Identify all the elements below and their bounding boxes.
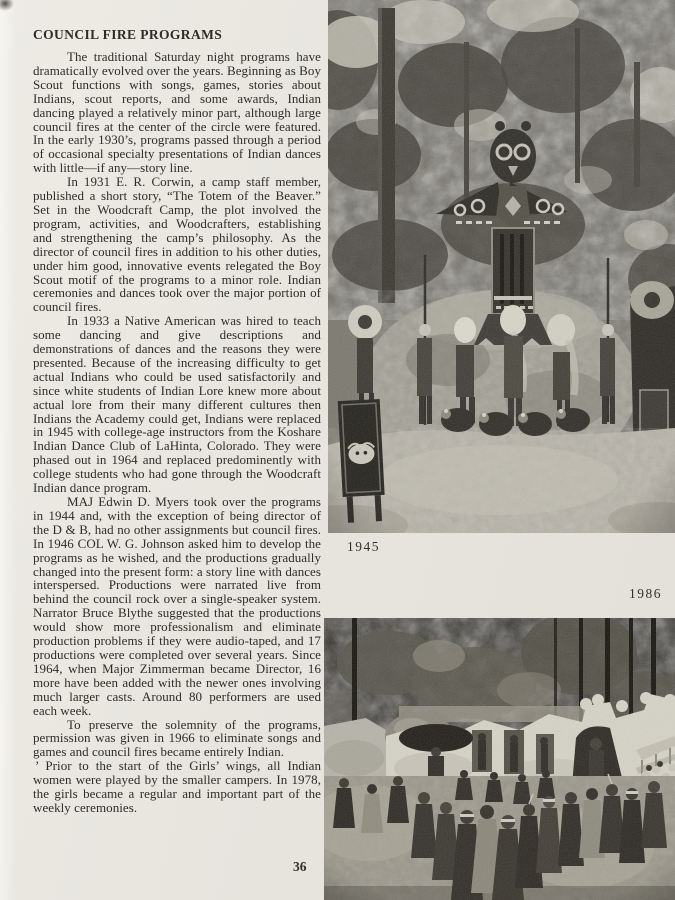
page-number: 36 <box>293 859 307 874</box>
photo-1945-art <box>328 0 675 533</box>
scan-smudge <box>0 0 14 11</box>
photo-1986-art <box>324 618 675 900</box>
photo-1945-council-fire <box>328 0 675 533</box>
paragraph-6: ’ Prior to the start of the Girls’ wings, all Indian women were played by the smaller campers. In 1978, the girls became a regular and important part of the weekly ceremonies. <box>33 758 321 815</box>
paragraph-1: The traditional Saturday night programs have dramatically evolved over the years. Beginning as Boy Scout functions with songs, games, stories about Indians, scout reports, and some awards, Indian dancing played a relatively minor part, although large council fires at the center of the circle were featured. In the early 1930’s, programs passed through a period of occasional specialty presentations of Indian dances with little—if any—story line. <box>33 49 321 176</box>
paragraph-4: MAJ Edwin D. Myers took over the programs in 1944 and, with the exception of being director of the D & B, had no other assignments but council fires. In 1946 COL W. G. Johnson asked him to develop the programs as he wished, and the productions gradually changed into the present form: a story line with dances interspersed. Productions were narrated live from behind the council rock over a single-speaker system. Narrator Bruce Blythe suggested that the productions would show more professionalism and eliminate production problems if they were audio-taped, and 17 productions were completed over several years. Since 1964, when Major Zimmerman became Director, 16 more have been added with the newer ones involving much larger casts. Around 80 performers are used each week. <box>33 494 321 718</box>
body-text-column <box>33 50 321 815</box>
page-title: COUNCIL FIRE PROGRAMS <box>33 27 223 42</box>
paragraph-5: To preserve the solemnity of the programs, permission was given in 1966 to eliminate songs and games and council fires became entirely Indian. <box>33 716 321 760</box>
paragraph-3: In 1933 a Native American was hired to teach some dancing and give descriptions and demonstrations of dances and the reasons they were presented. Because of the increasing difficulty to get actual Indians who could be used satisfactorily and since white students of Indian Lore knew more about actual lore from their many different cultures then Indians the Academy could get, Indians were replaced in 1945 with college-age instructors from the Koshare Indian Dance Club of LaHinta, Colorado. They were phased out in 1964 and replaced predominently with college students who had gone through the Woodcraft Indian dance program. <box>33 313 321 496</box>
photo-caption-1986: 1986 <box>629 586 662 601</box>
paragraph-2: In 1931 E. R. Corwin, a camp staff member, published a short story, “The Totem of the Beaver.” Set in the Woodcraft Camp, the plot involved the program, activities, and Woodcrafters, establishing and strengthening the camp’s philosophy. As the director of council fires in addition to his other duties, under him good, innovative events relegated the Boy Scout motif of the programs to a minor role. Indian ceremonies and dances took over the major portion of council fires. <box>33 174 321 315</box>
photo-caption-1945: 1945 <box>347 539 380 554</box>
photo-1986-pageant <box>324 618 675 900</box>
